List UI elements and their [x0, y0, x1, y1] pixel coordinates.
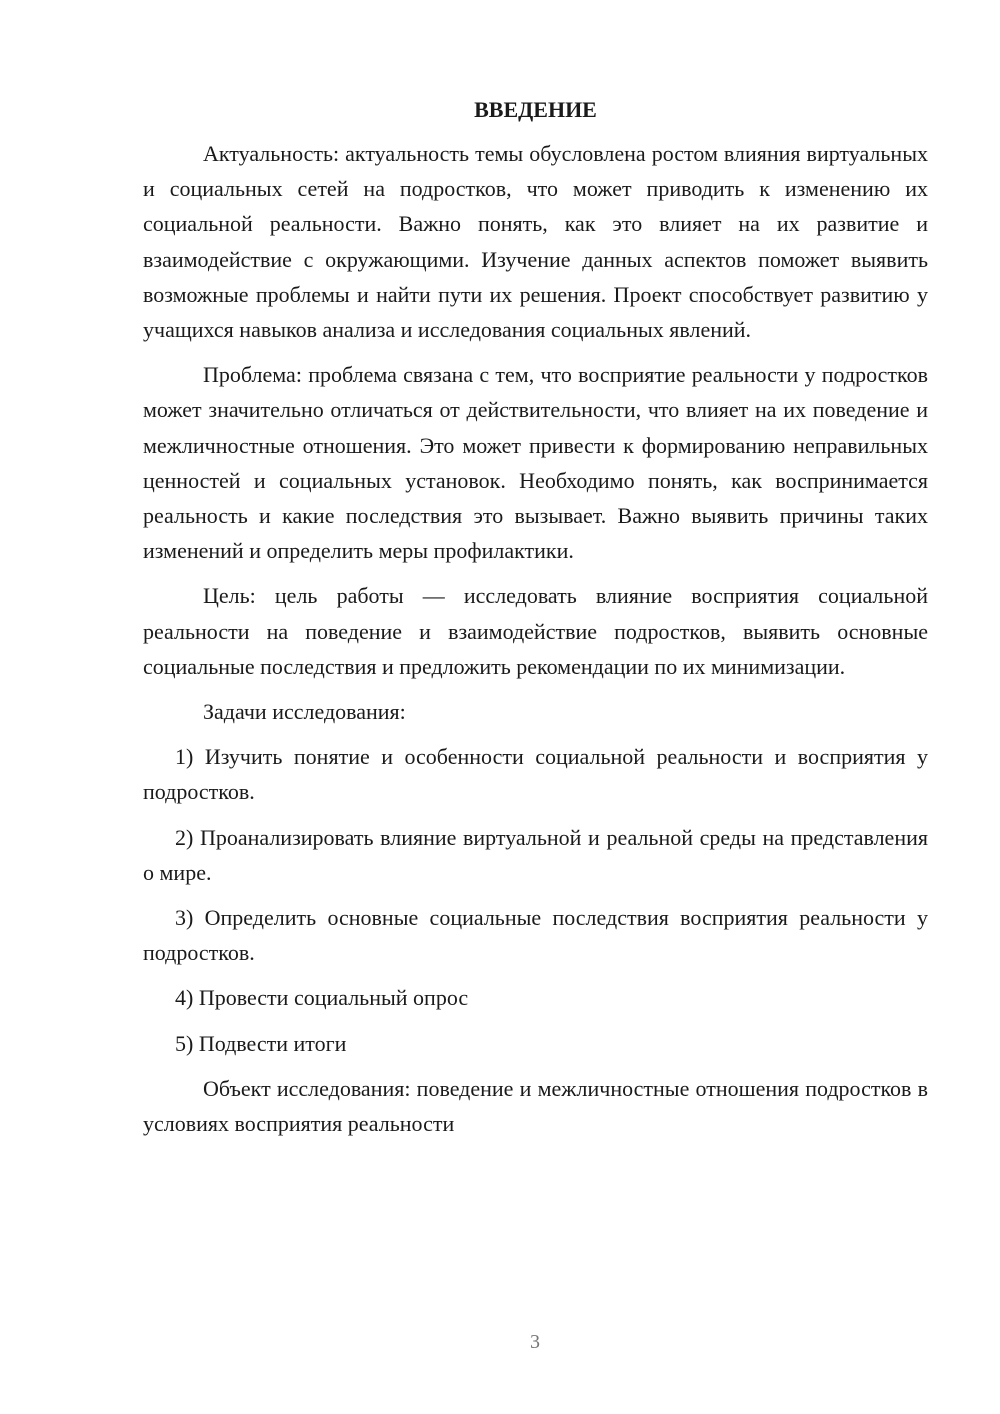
task-item: 5) Подвести итоги: [175, 1030, 347, 1056]
page-number: 3: [530, 1331, 540, 1353]
task-item: 3) Определить основные социальные последствия восприятия реальности у подростков.: [143, 905, 928, 966]
paragraph-object: Объект исследования: поведение и межличностные отношения подростков в условиях восприятия реальности: [143, 1075, 928, 1137]
paragraph-problem: Проблема: проблема связана с тем, что восприятие реальности у подростков может значительно отличаться от действительности, что влияет на их поведение и межличностные отношения. Это может привести к формированию неправильных ценностей и социальных установок. Необходимо понять, как воспринимается реальность и какие последствия это вызывает. Важно выявить причины таких изменений и определить меры профилактики.: [143, 362, 928, 564]
task-item: 2) Проанализировать влияние виртуальной и реальной среды на представления о мире.: [143, 824, 928, 885]
paragraph-goal: Цель: цель работы — исследовать влияние восприятия социальной реальности на поведение и взаимодействие подростков, выявить основные социальные последствия и предложить рекомендации по их минимизации.: [143, 583, 928, 679]
task-item: 1) Изучить понятие и особенности социальной реальности и восприятия у подростков.: [143, 744, 928, 805]
paragraph-tasks-intro: Задачи исследования:: [203, 699, 406, 725]
paragraph-relevance: Актуальность: актуальность темы обусловлена ростом влияния виртуальных и социальных сетей на подростков, что может приводить к изменению их социальной реальности. Важно понять, как это влияет на их развитие и взаимодействие с окружающими. Изучение данных аспектов поможет выявить возможные проблемы и найти пути их решения. Проект способствует развитию у учащихся навыков анализа и исследования социальных явлений.: [143, 141, 928, 343]
document-page: [143, 92, 928, 1151]
task-item: 4) Провести социальный опрос: [175, 985, 469, 1011]
page-title: ВВЕДЕНИЕ: [474, 97, 597, 122]
